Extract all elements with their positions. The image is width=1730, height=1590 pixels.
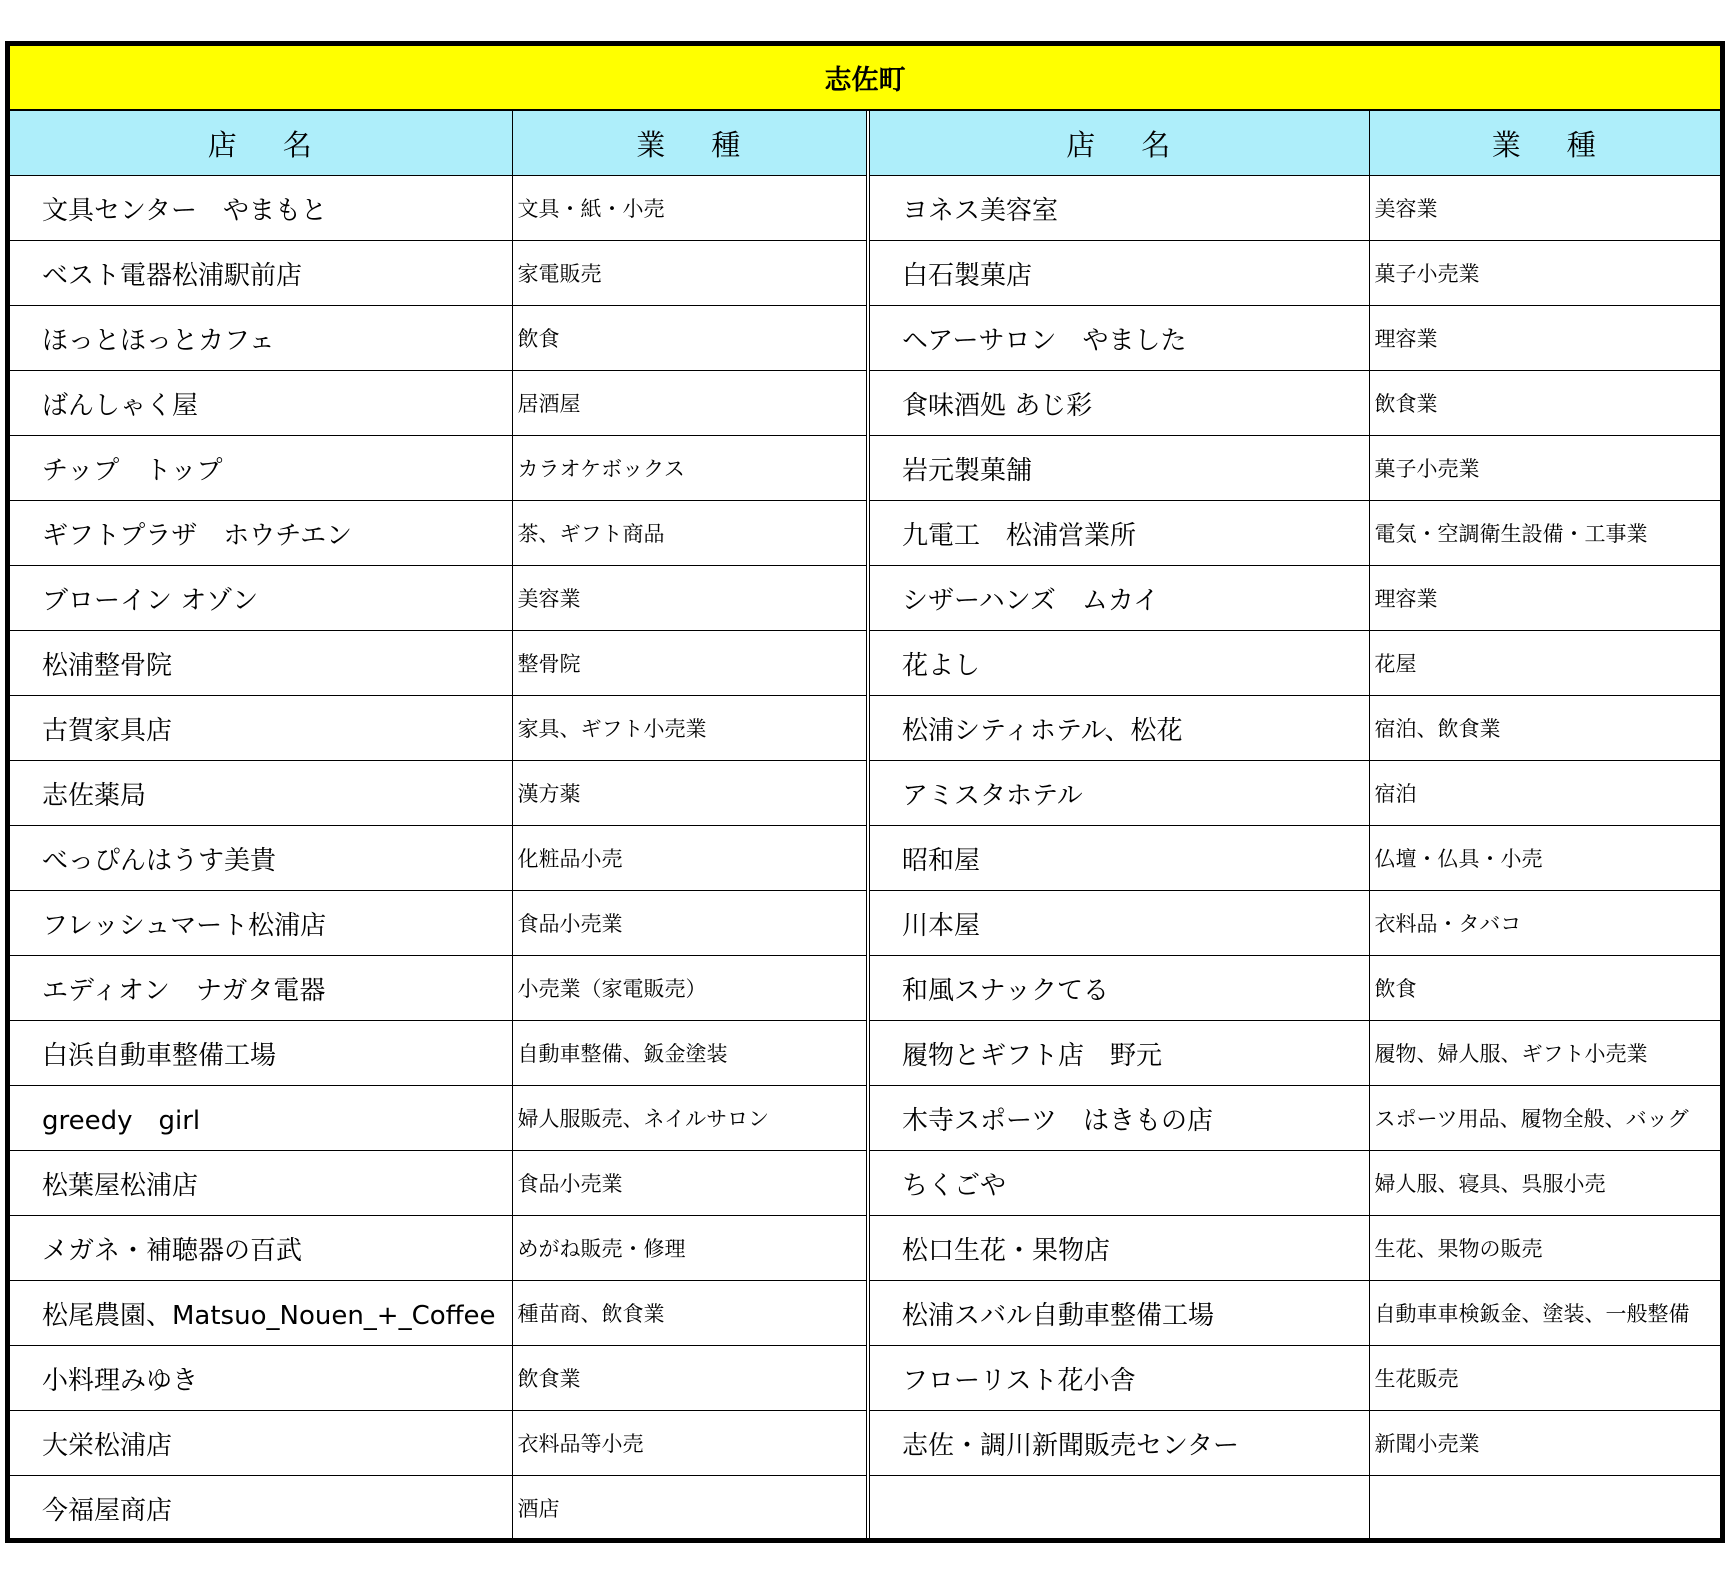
table-row — [10, 1151, 1720, 1216]
store-name-cell: 岩元製菓舗 — [868, 436, 1369, 501]
store-name-cell: ヘアーサロン やました — [868, 306, 1369, 371]
business-type-cell: 美容業 — [1369, 176, 1720, 241]
business-type-cell: 自動車整備、鈑金塗装 — [512, 1021, 868, 1086]
business-type-cell: 文具・紙・小売 — [512, 176, 868, 241]
store-name-cell: 志佐・調川新聞販売センター — [868, 1411, 1369, 1476]
business-type-cell: 化粧品小売 — [512, 826, 868, 891]
business-type-cell: 宿泊 — [1369, 761, 1720, 826]
business-type-cell: 家具、ギフト小売業 — [512, 696, 868, 761]
table-row — [10, 1021, 1720, 1086]
business-type-cell: 食品小売業 — [512, 1151, 868, 1216]
table-row — [10, 1216, 1720, 1281]
store-name-cell: メガネ・補聴器の百武 — [10, 1216, 512, 1281]
table-row — [10, 696, 1720, 761]
store-name-cell: 松口生花・果物店 — [868, 1216, 1369, 1281]
business-type-cell: 菓子小売業 — [1369, 241, 1720, 306]
business-type-cell: 電気・空調衛生設備・工事業 — [1369, 501, 1720, 566]
store-name-cell: ベスト電器松浦駅前店 — [10, 241, 512, 306]
business-type-cell: 宿泊、飲食業 — [1369, 696, 1720, 761]
table-row — [10, 1346, 1720, 1411]
business-type-cell: 花屋 — [1369, 631, 1720, 696]
business-type-cell: 小売業（家電販売） — [512, 956, 868, 1021]
table-row — [10, 241, 1720, 306]
store-name-cell: 履物とギフト店 野元 — [868, 1021, 1369, 1086]
business-type-cell: スポーツ用品、履物全般、バッグ — [1369, 1086, 1720, 1151]
store-name-cell: 松尾農園、Matsuo_Nouen_+_Coffee — [10, 1281, 512, 1346]
store-name-cell: フレッシュマート松浦店 — [10, 891, 512, 956]
business-type-cell: 酒店 — [512, 1476, 868, 1541]
business-type-cell: 居酒屋 — [512, 371, 868, 436]
store-name-cell: 和風スナックてる — [868, 956, 1369, 1021]
business-type-cell: カラオケボックス — [512, 436, 868, 501]
business-type-cell: 美容業 — [512, 566, 868, 631]
store-name-cell: べっぴんはうす美貴 — [10, 826, 512, 891]
header-row — [10, 111, 1720, 176]
store-name-cell: 松浦スバル自動車整備工場 — [868, 1281, 1369, 1346]
business-type-cell: 衣料品等小売 — [512, 1411, 868, 1476]
store-name-cell: 松浦整骨院 — [10, 631, 512, 696]
table-row — [10, 501, 1720, 566]
business-type-cell: 履物、婦人服、ギフト小売業 — [1369, 1021, 1720, 1086]
business-type-cell: 種苗商、飲食業 — [512, 1281, 868, 1346]
business-type-cell — [1369, 1476, 1720, 1541]
store-name-cell: 昭和屋 — [868, 826, 1369, 891]
town-title: 志佐町 — [10, 46, 1720, 111]
business-type-cell: 仏壇・仏具・小売 — [1369, 826, 1720, 891]
header-business-type-right: 業 種 — [1369, 111, 1720, 176]
header-store-name-right: 店 名 — [868, 111, 1369, 176]
table-row — [10, 1281, 1720, 1346]
store-name-cell: シザーハンズ ムカイ — [868, 566, 1369, 631]
store-table — [10, 111, 1720, 1540]
table-row — [10, 956, 1720, 1021]
store-name-cell: 白石製菓店 — [868, 241, 1369, 306]
business-type-cell: 飲食 — [512, 306, 868, 371]
business-type-cell: 飲食業 — [1369, 371, 1720, 436]
store-name-cell: ギフトプラザ ホウチエン — [10, 501, 512, 566]
store-name-cell: greedy girl — [10, 1086, 512, 1151]
business-type-cell: 茶、ギフト商品 — [512, 501, 868, 566]
store-name-cell: ヨネス美容室 — [868, 176, 1369, 241]
store-name-cell: 小料理みゆき — [10, 1346, 512, 1411]
store-name-cell: アミスタホテル — [868, 761, 1369, 826]
business-type-cell: 整骨院 — [512, 631, 868, 696]
store-name-cell: 木寺スポーツ はきもの店 — [868, 1086, 1369, 1151]
table-row — [10, 306, 1720, 371]
store-rows — [10, 176, 1720, 1541]
store-name-cell: ちくごや — [868, 1151, 1369, 1216]
store-name-cell: 花よし — [868, 631, 1369, 696]
business-type-cell: 理容業 — [1369, 306, 1720, 371]
business-type-cell: 漢方薬 — [512, 761, 868, 826]
table-row — [10, 176, 1720, 241]
store-name-cell: ほっとほっとカフェ — [10, 306, 512, 371]
business-type-cell: 生花販売 — [1369, 1346, 1720, 1411]
store-name-cell: 食味酒処 あじ彩 — [868, 371, 1369, 436]
table-row — [10, 566, 1720, 631]
store-name-cell: 松葉屋松浦店 — [10, 1151, 512, 1216]
table-row — [10, 631, 1720, 696]
business-type-cell: 新聞小売業 — [1369, 1411, 1720, 1476]
header-store-name-left: 店 名 — [10, 111, 512, 176]
business-type-cell: 生花、果物の販売 — [1369, 1216, 1720, 1281]
store-name-cell: 文具センター やまもと — [10, 176, 512, 241]
store-name-cell: ブローイン オゾン — [10, 566, 512, 631]
store-name-cell: ばんしゃく屋 — [10, 371, 512, 436]
store-name-cell: エディオン ナガタ電器 — [10, 956, 512, 1021]
table-row — [10, 1411, 1720, 1476]
store-name-cell: 今福屋商店 — [10, 1476, 512, 1541]
store-name-cell: 白浜自動車整備工場 — [10, 1021, 512, 1086]
table-row — [10, 371, 1720, 436]
business-type-cell: 菓子小売業 — [1369, 436, 1720, 501]
business-type-cell: 婦人服販売、ネイルサロン — [512, 1086, 868, 1151]
business-type-cell: 飲食業 — [512, 1346, 868, 1411]
table-row — [10, 1476, 1720, 1541]
header-business-type-left: 業 種 — [512, 111, 868, 176]
store-name-cell: 古賀家具店 — [10, 696, 512, 761]
business-type-cell: 家電販売 — [512, 241, 868, 306]
store-name-cell: 九電工 松浦営業所 — [868, 501, 1369, 566]
table-row — [10, 826, 1720, 891]
store-name-cell: チップ トップ — [10, 436, 512, 501]
store-list-sheet — [5, 41, 1725, 1543]
table-row — [10, 761, 1720, 826]
store-name-cell: 松浦シティホテル、松花 — [868, 696, 1369, 761]
business-type-cell: 食品小売業 — [512, 891, 868, 956]
store-name-cell: フローリスト花小舎 — [868, 1346, 1369, 1411]
store-name-cell — [868, 1476, 1369, 1541]
store-name-cell: 川本屋 — [868, 891, 1369, 956]
business-type-cell: 飲食 — [1369, 956, 1720, 1021]
business-type-cell: めがね販売・修理 — [512, 1216, 868, 1281]
business-type-cell: 婦人服、寝具、呉服小売 — [1369, 1151, 1720, 1216]
table-row — [10, 436, 1720, 501]
table-row — [10, 891, 1720, 956]
table-row — [10, 1086, 1720, 1151]
store-name-cell: 志佐薬局 — [10, 761, 512, 826]
business-type-cell: 衣料品・タバコ — [1369, 891, 1720, 956]
business-type-cell: 自動車車検鈑金、塗装、一般整備 — [1369, 1281, 1720, 1346]
business-type-cell: 理容業 — [1369, 566, 1720, 631]
store-name-cell: 大栄松浦店 — [10, 1411, 512, 1476]
